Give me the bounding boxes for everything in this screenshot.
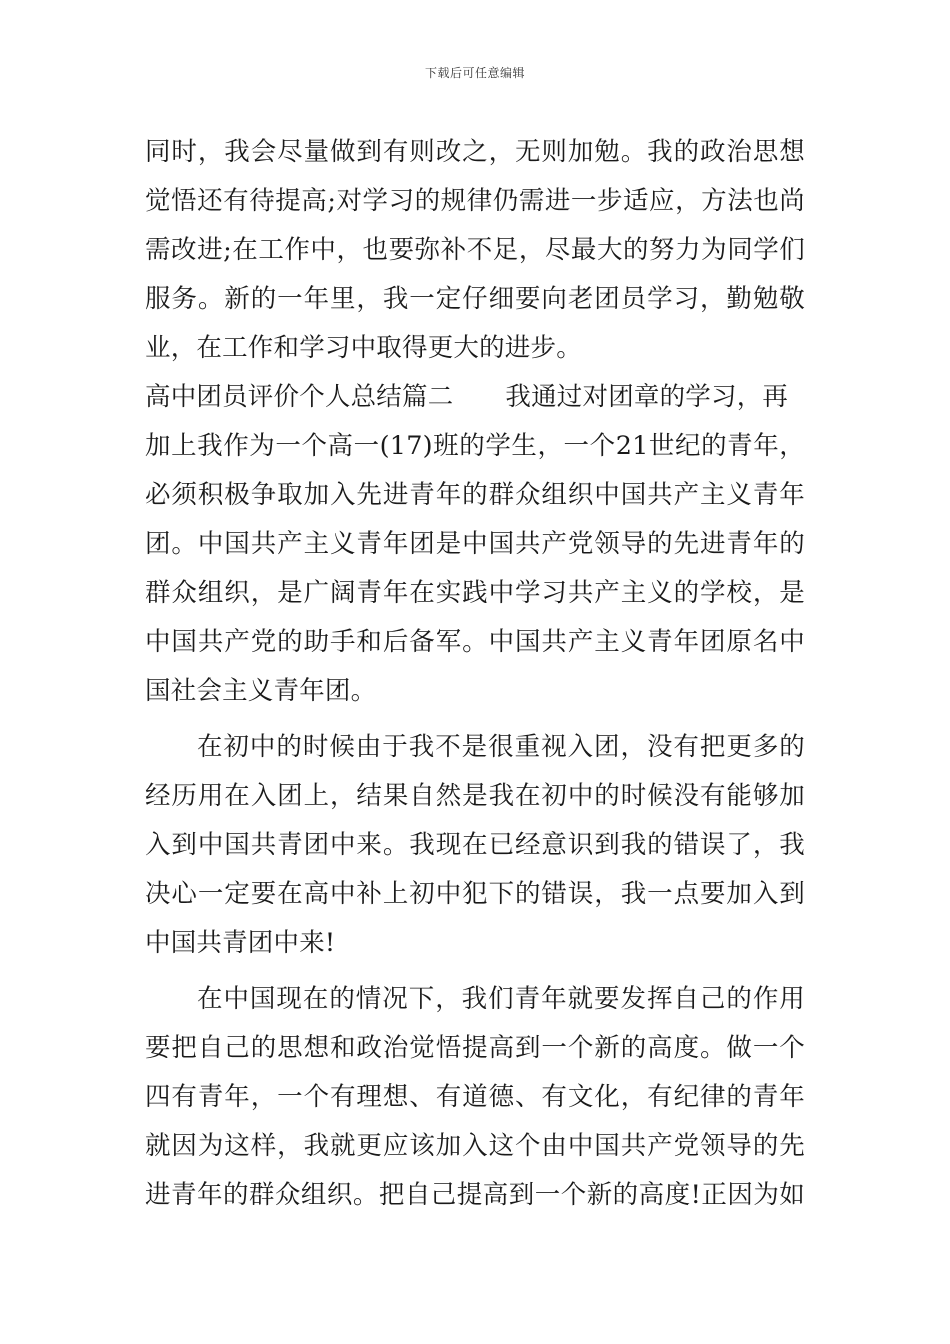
section-heading: 高中团员评价个人总结篇二	[145, 382, 454, 412]
heading-line-text: 我通过对团章的学习，再	[505, 382, 789, 412]
text-line: 经历用在入团上，结果自然是我在初中的时候没有能够加	[145, 781, 805, 811]
text-line: 进青年的群众组织。把自己提高到一个新的高度!正因为如	[145, 1180, 805, 1210]
page-header: 下载后可任意编辑	[424, 66, 525, 80]
paragraph-2	[145, 373, 805, 716]
text-line: 觉悟还有待提高;对学习的规律仍需进一步适应，方法也尚	[145, 186, 805, 216]
text-line: 决心一定要在高中补上初中犯下的错误，我一点要加入到	[145, 879, 805, 909]
text-line: 群众组织，是广阔青年在实践中学习共产主义的学校，是	[145, 578, 805, 608]
text-line: 入到中国共青团中来。我现在已经意识到我的错误了，我	[145, 830, 805, 860]
text-line: 同时，我会尽量做到有则改之，无则加勉。我的政治思想	[145, 137, 805, 167]
text-line: 就因为这样，我就更应该加入这个由中国共产党领导的先	[145, 1131, 805, 1161]
paragraph-4	[145, 975, 805, 1220]
paragraph-1	[145, 128, 805, 373]
text-line: 国社会主义青年团。	[145, 676, 377, 706]
text-line: 加上我作为一个高一(17)班的学生，一个21世纪的青年，	[145, 431, 805, 461]
text-line: 服务。新的一年里，我一定仔细要向老团员学习，勤勉敬	[145, 284, 805, 314]
text-line: 在初中的时候由于我不是很重视入团，没有把更多的	[197, 732, 805, 762]
text-line: 团。中国共产主义青年团是中国共产党领导的先进青年的	[145, 529, 805, 559]
document-body	[145, 128, 805, 1220]
text-line: 中国共产党的助手和后备军。中国共产主义青年团原名中	[145, 627, 805, 657]
heading-line	[145, 373, 805, 422]
text-line: 必须积极争取加入先进青年的群众组织中国共产主义青年	[145, 480, 805, 510]
text-line: 中国共青团中来!	[145, 928, 336, 958]
paragraph-3	[145, 723, 805, 968]
text-line: 在中国现在的情况下，我们青年就要发挥自己的作用	[197, 984, 805, 1014]
text-line: 需改进;在工作中，也要弥补不足，尽最大的努力为同学们	[145, 235, 805, 265]
text-line: 四有青年，一个有理想、有道德、有文化，有纪律的青年	[145, 1082, 805, 1112]
text-line: 业，在工作和学习中取得更大的进步。	[145, 333, 582, 363]
text-line: 要把自己的思想和政治觉悟提高到一个新的高度。做一个	[145, 1033, 805, 1063]
